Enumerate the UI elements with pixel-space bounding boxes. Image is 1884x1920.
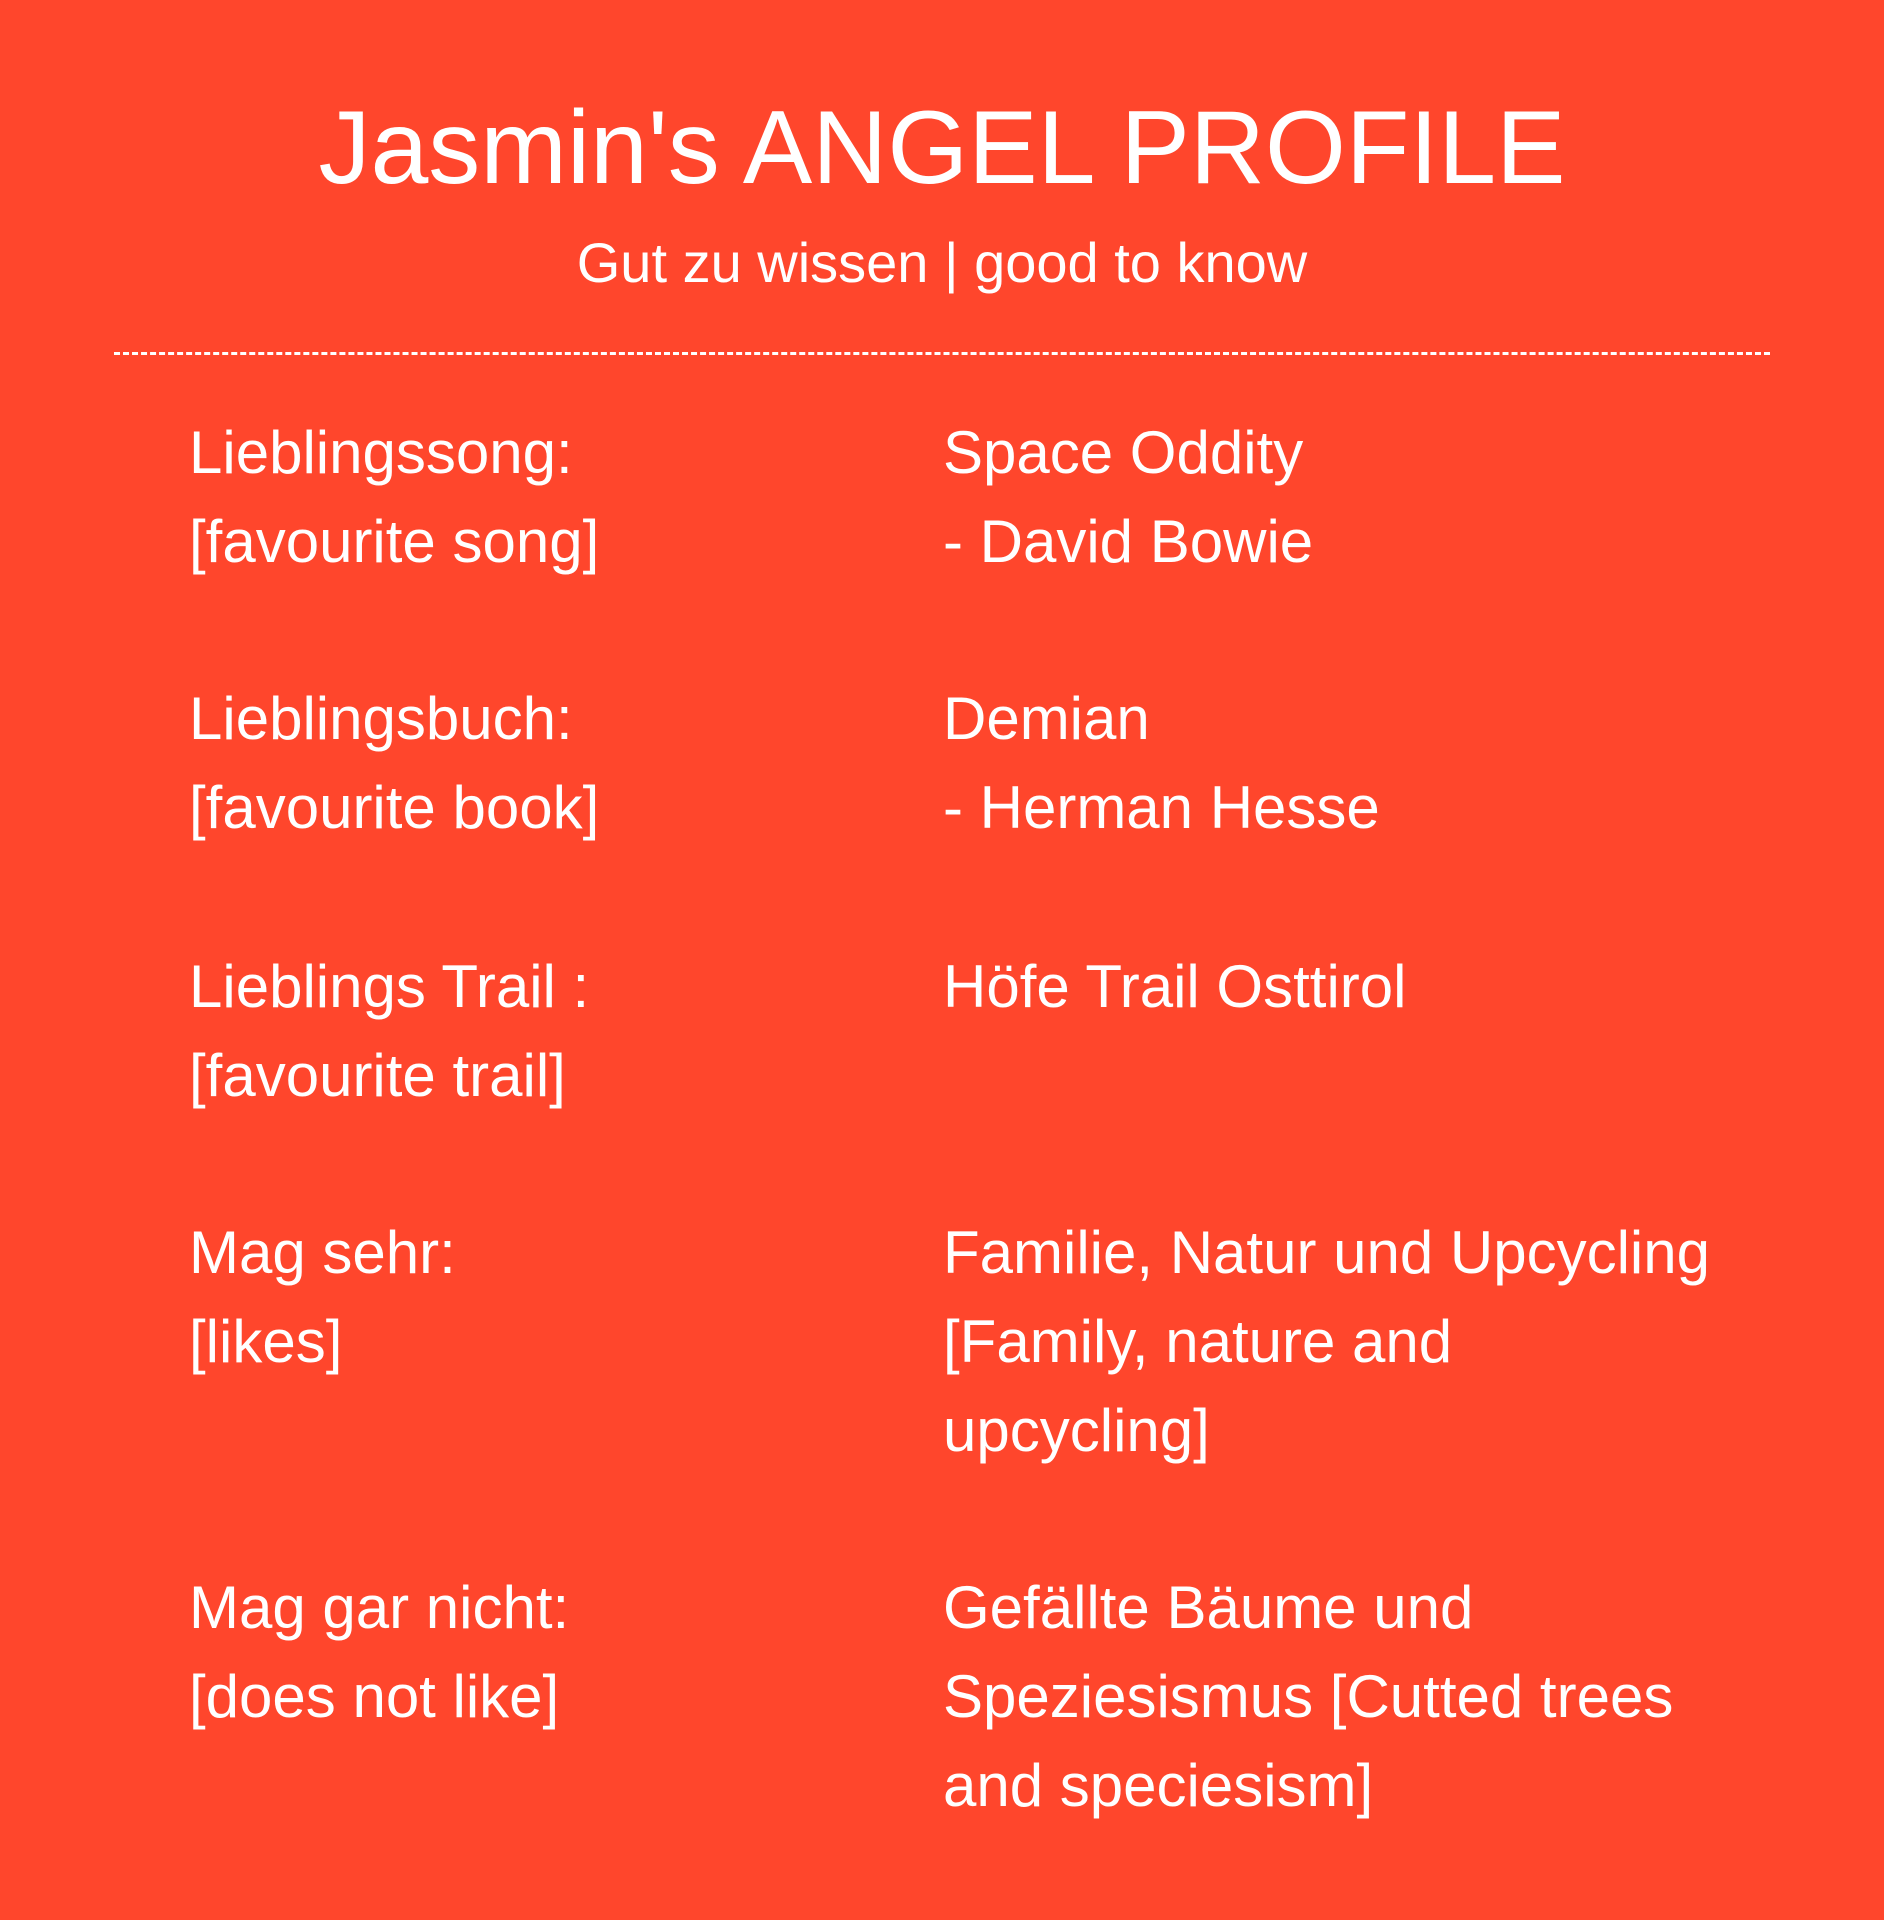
row-label <box>189 1563 889 1741</box>
label-german: Lieblings Trail : <box>189 953 590 1020</box>
row-value <box>943 1563 1803 1830</box>
page-title: Jasmin's ANGEL PROFILE <box>318 90 1566 206</box>
value-line: [Family, nature and <box>943 1308 1453 1375</box>
row-label <box>189 1208 889 1386</box>
row-value <box>943 942 1803 1031</box>
label-english: [favourite book] <box>189 774 600 841</box>
row-value <box>943 674 1803 852</box>
value-line: Demian <box>943 685 1150 752</box>
row-value <box>943 1208 1803 1475</box>
value-line: Höfe Trail Osttirol <box>943 953 1407 1020</box>
value-line: Speziesismus [Cutted trees <box>943 1663 1674 1730</box>
dashed-divider <box>114 352 1770 355</box>
label-german: Lieblingsbuch: <box>189 685 573 752</box>
label-english: [favourite trail] <box>189 1042 566 1109</box>
value-line: - Herman Hesse <box>943 774 1380 841</box>
value-line: Familie, Natur und Upcycling <box>943 1219 1710 1286</box>
label-german: Mag sehr: <box>189 1219 456 1286</box>
row-value <box>943 408 1803 586</box>
page-subtitle: Gut zu wissen | good to know <box>576 231 1308 294</box>
label-german: Lieblingssong: <box>189 419 573 486</box>
label-english: [does not like] <box>189 1663 560 1730</box>
value-line: Gefällte Bäume und <box>943 1574 1474 1641</box>
value-line: Space Oddity <box>943 419 1304 486</box>
row-label <box>189 408 889 586</box>
value-line: and speciesism] <box>943 1752 1374 1819</box>
value-line: - David Bowie <box>943 508 1314 575</box>
row-label <box>189 674 889 852</box>
label-german: Mag gar nicht: <box>189 1574 570 1641</box>
label-english: [likes] <box>189 1308 343 1375</box>
row-label <box>189 942 889 1120</box>
value-line: upcycling] <box>943 1397 1210 1464</box>
label-english: [favourite song] <box>189 508 600 575</box>
